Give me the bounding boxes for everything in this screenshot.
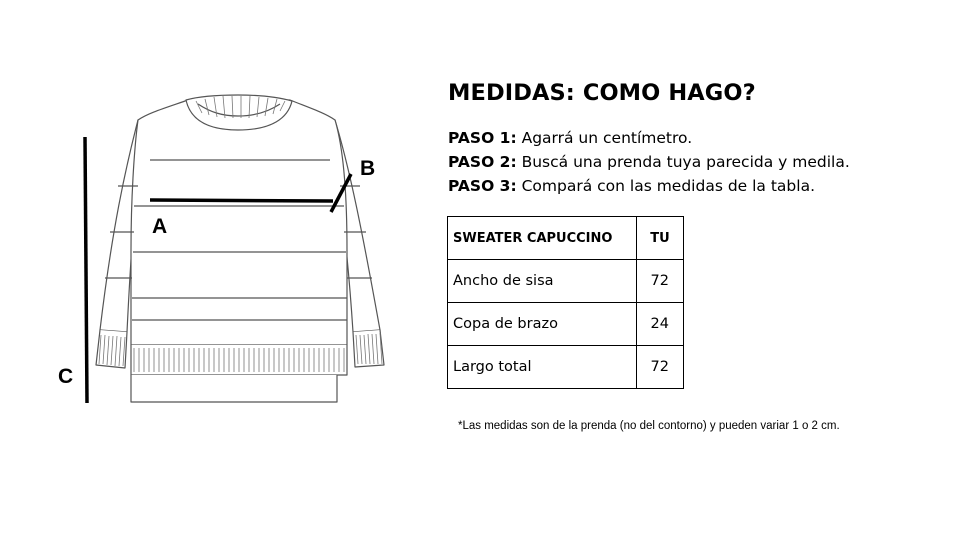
- sweater-diagram: [0, 0, 440, 540]
- step-1: [448, 129, 692, 148]
- step-3-label: PASO 3:: [448, 177, 517, 195]
- label-c: C: [58, 365, 74, 388]
- step-3: [448, 177, 815, 196]
- step-1-text: Agarrá un centímetro.: [521, 129, 693, 147]
- step-3-text: Compará con las medidas de la tabla.: [521, 177, 815, 195]
- row-name: Ancho de sisa: [448, 260, 637, 303]
- table-header-size: TU: [637, 217, 684, 260]
- table-row: [448, 303, 684, 346]
- table-row: [448, 260, 684, 303]
- size-table: [447, 216, 684, 389]
- hem-lower: [131, 375, 337, 402]
- measure-a-line: [150, 200, 333, 201]
- measure-c-line: [85, 137, 87, 403]
- table-header-row: [448, 217, 684, 260]
- step-2-text: Buscá una prenda tuya parecida y medila.: [521, 153, 850, 171]
- row-value: 24: [637, 303, 684, 346]
- row-name: Largo total: [448, 346, 637, 389]
- row-name: Copa de brazo: [448, 303, 637, 346]
- page-title: MEDIDAS: COMO HAGO?: [448, 80, 756, 106]
- step-1-label: PASO 1:: [448, 129, 517, 147]
- row-value: 72: [637, 346, 684, 389]
- step-2: [448, 153, 850, 172]
- step-2-label: PASO 2:: [448, 153, 517, 171]
- measurement-note: *Las medidas son de la prenda (no del contorno) y pueden variar 1 o 2 cm.: [458, 420, 840, 432]
- label-a: A: [152, 215, 168, 238]
- label-b: B: [360, 157, 376, 180]
- table-header-product: SWEATER CAPUCCINO: [448, 217, 637, 260]
- table-row: [448, 346, 684, 389]
- row-value: 72: [637, 260, 684, 303]
